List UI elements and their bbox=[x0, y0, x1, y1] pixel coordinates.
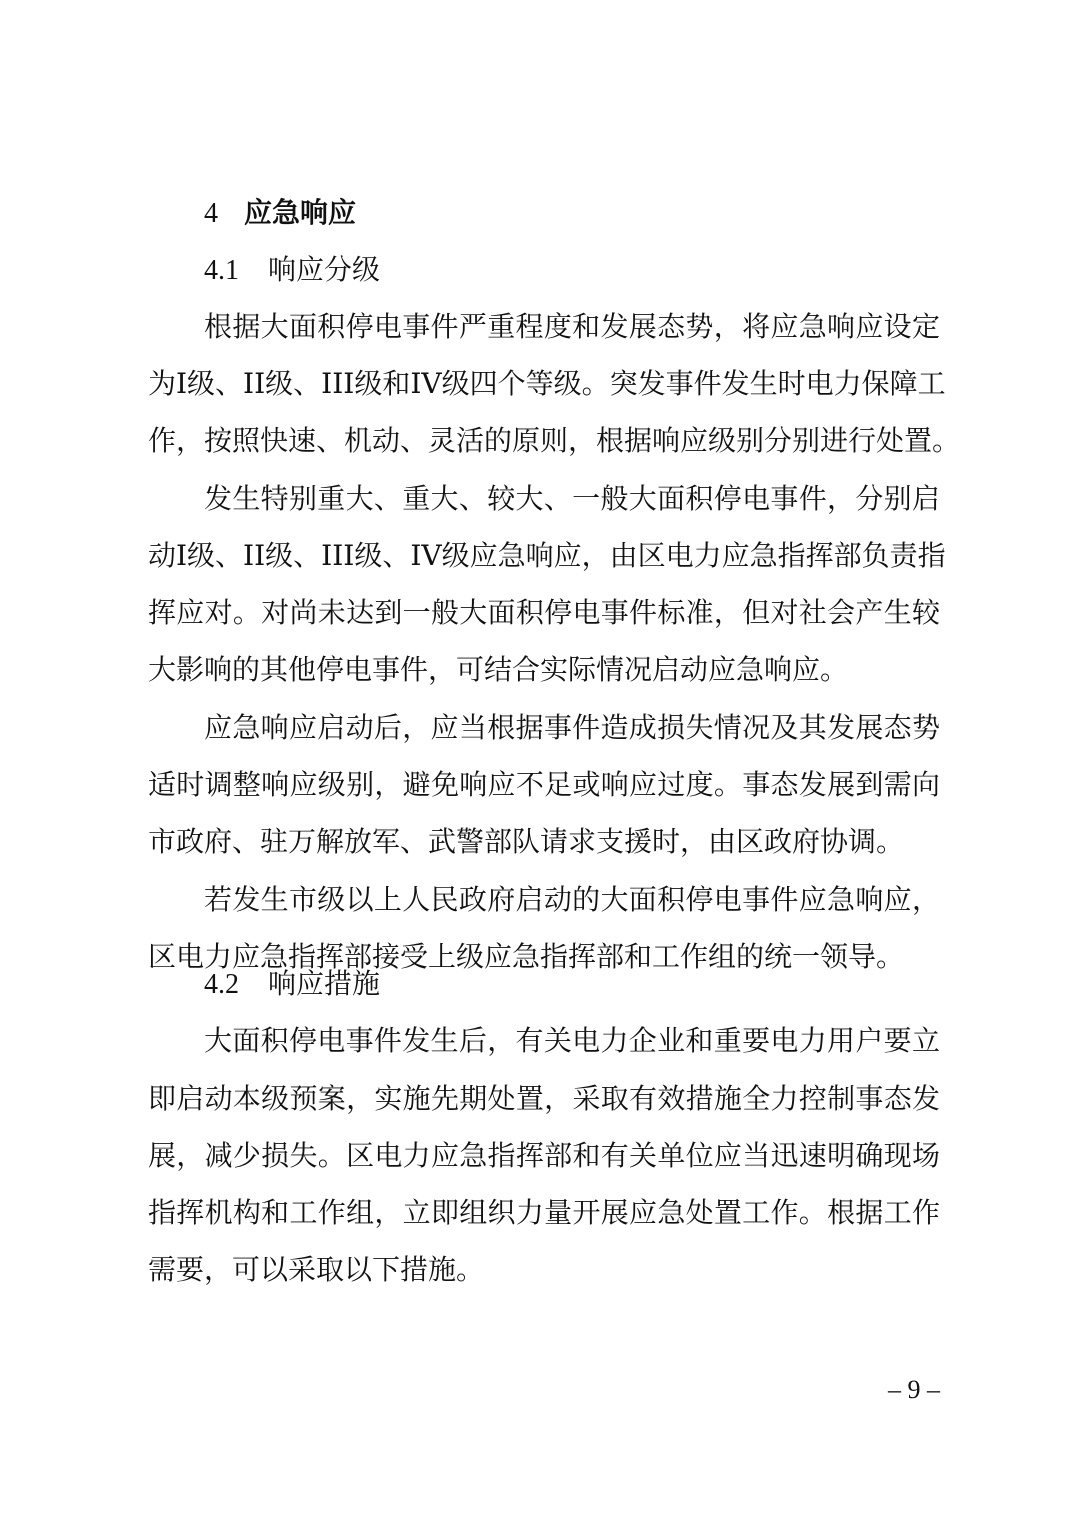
subsection-number: 4.1 bbox=[204, 255, 239, 286]
paragraph-line: 展，减少损失。区电力应急指挥部和有关单位应当迅速明确现场 bbox=[148, 1139, 940, 1172]
paragraph-line: 作，按照快速、机动、灵活的原则，根据响应级别分别进行处置。 bbox=[148, 424, 961, 457]
subsection-title: 响应分级 bbox=[268, 253, 381, 286]
subsection-heading bbox=[204, 241, 380, 299]
paragraph-line: 挥应对。对尚未达到一般大面积停电事件标准，但对社会产生较 bbox=[148, 596, 940, 629]
paragraph-line: 即启动本级预案，实施先期处置，采取有效措施全力控制事态发 bbox=[148, 1082, 940, 1115]
paragraph-line: 动I级、II级、III级、IV级应急响应，由区电力应急指挥部负责指 bbox=[148, 539, 946, 572]
section-title: 应急响应 bbox=[244, 196, 357, 229]
subsection-number: 4.2 bbox=[204, 969, 239, 1000]
paragraph-line: 应急响应启动后，应当根据事件造成损失情况及其发展态势 bbox=[204, 711, 940, 744]
paragraph-line: 发生特别重大、重大、较大、一般大面积停电事件，分别启 bbox=[204, 482, 940, 515]
paragraph-line: 需要，可以采取以下措施。 bbox=[148, 1253, 485, 1286]
section-number: 4 bbox=[204, 198, 218, 229]
section-heading bbox=[204, 184, 356, 242]
paragraph-line: 若发生市级以上人民政府启动的大面积停电事件应急响应， bbox=[204, 883, 940, 916]
paragraph-line: 适时调整响应级别，避免响应不足或响应过度。事态发展到需向 bbox=[148, 768, 940, 801]
paragraph-line: 为I级、II级、III级和IV级四个等级。突发事件发生时电力保障工 bbox=[148, 367, 946, 400]
page-number: – 9 – bbox=[888, 1375, 940, 1404]
paragraph-line: 区电力应急指挥部接受上级应急指挥部和工作组的统一领导。 bbox=[148, 940, 905, 973]
paragraph-line: 指挥机构和工作组，立即组织力量开展应急处置工作。根据工作 bbox=[148, 1196, 940, 1229]
paragraph-line: 市政府、驻万解放军、武警部队请求支援时，由区政府协调。 bbox=[148, 825, 905, 858]
subsection-title: 响应措施 bbox=[268, 967, 381, 1000]
paragraph-line: 根据大面积停电事件严重程度和发展态势，将应急响应设定 bbox=[204, 310, 940, 343]
paragraph-line: 大面积停电事件发生后，有关电力企业和重要电力用户要立 bbox=[204, 1024, 940, 1057]
subsection-heading bbox=[204, 955, 380, 1013]
paragraph-line: 大影响的其他停电事件，可结合实际情况启动应急响应。 bbox=[148, 653, 849, 686]
